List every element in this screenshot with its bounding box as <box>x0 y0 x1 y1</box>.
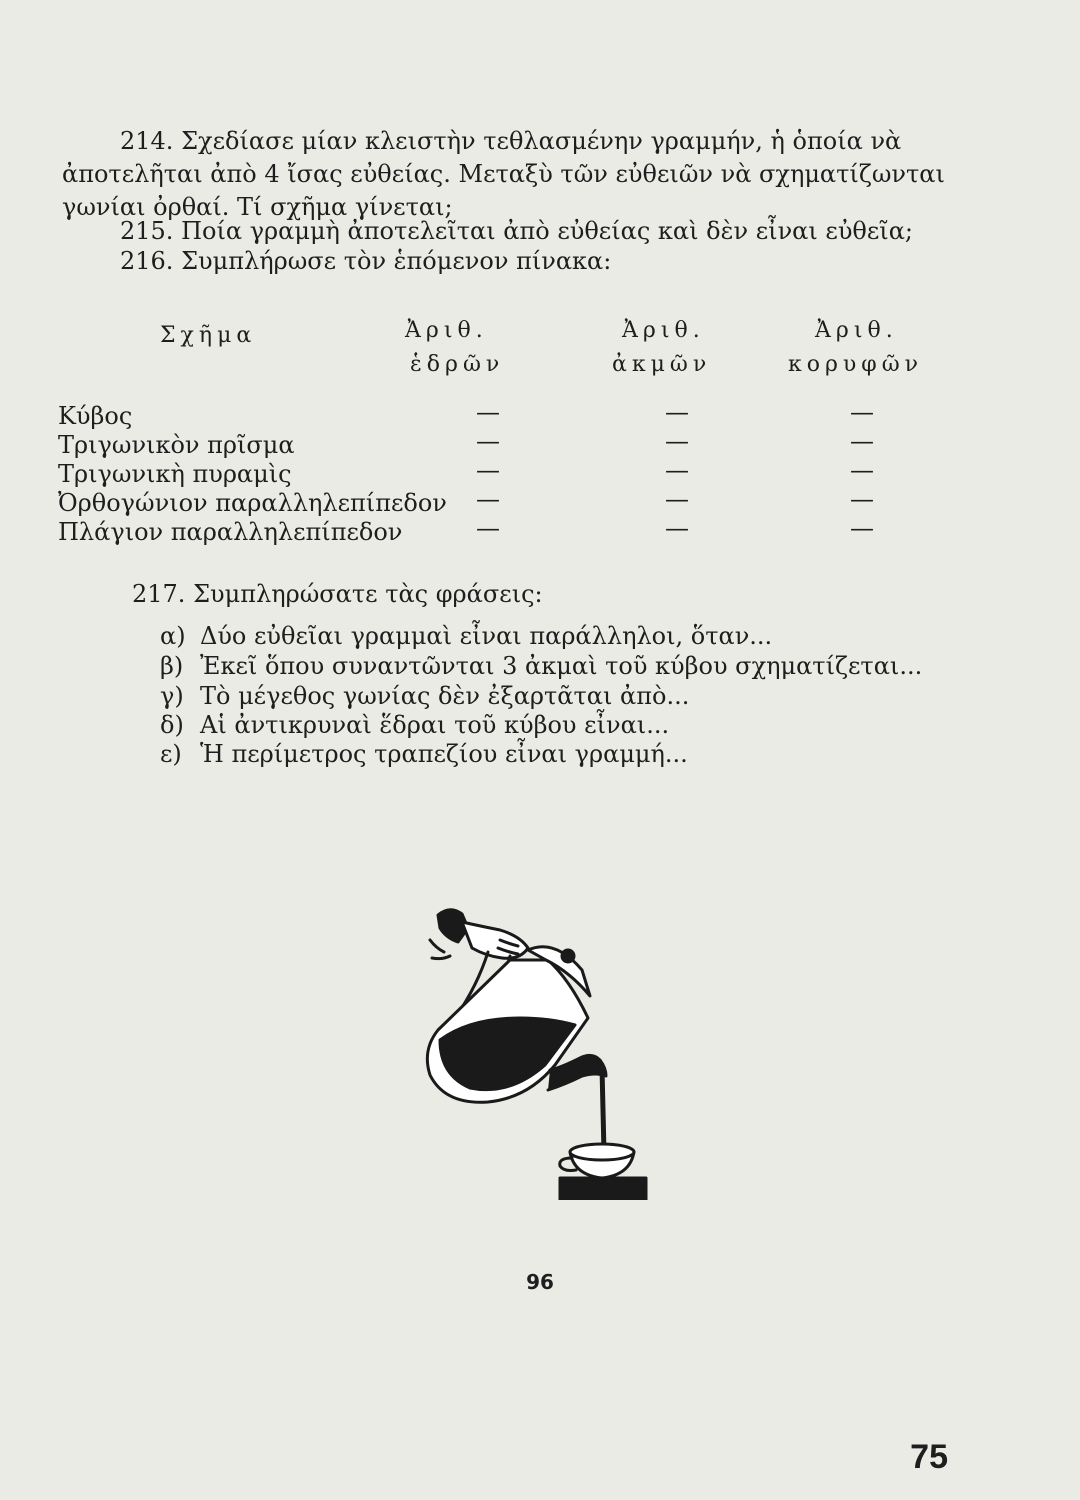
sentence-b-text: Ἐκεῖ ὅπου συναντῶνται 3 ἀκμαὶ τοῦ κύβου σχηματίζεται... <box>200 652 923 680</box>
sentence-b <box>160 652 922 680</box>
header-faces-line2: ἑδρῶν <box>410 352 505 377</box>
sentence-e-text: Ἡ περίμετρος τραπεζίου εἶναι γραμμή... <box>200 740 688 768</box>
blank-vertices-2: — <box>850 427 874 455</box>
header-edges-line2: ἀκμῶν <box>612 352 712 377</box>
blank-vertices-3: — <box>850 456 874 484</box>
sentence-a-text: Δύο εὐθεῖαι γραμμαὶ εἶναι παράλληλοι, ὅταν... <box>200 622 773 650</box>
blank-vertices-4: — <box>850 485 874 513</box>
exercise-215: 215. Ποία γραμμὴ ἀποτελεῖται ἀπὸ εὐθείας καὶ δὲν εἶναι εὐθεῖα; <box>120 217 914 245</box>
row-label-cube: Κύβος <box>58 402 133 430</box>
row-label-rectangular-parallelepiped: Ὀρθογώνιον παραλληλεπίπεδον <box>58 489 447 517</box>
blank-faces-3: — <box>476 456 500 484</box>
sentence-a <box>160 622 772 650</box>
sentence-c <box>160 682 689 710</box>
exercise-214: 214. Σχεδίασε μίαν κλειστὴν τεθλασμένην γραμμήν, ἡ ὁποία νὰ ἀποτελῆται ἀπὸ 4 ἴσας εὐθείας. Μεταξὺ τῶν εὐθειῶν νὰ σχηματίζωνται γωνίαι ὀρθαί. Τί σχῆμα γίνεται; <box>62 127 945 221</box>
blank-faces-4: — <box>476 485 500 513</box>
page-number-center: 96 <box>526 1270 554 1294</box>
blank-faces-2: — <box>476 427 500 455</box>
blank-edges-5: — <box>665 514 689 542</box>
blank-faces-1: — <box>476 398 500 426</box>
sentence-e-label: ε) <box>160 740 182 768</box>
exercise-216: 216. Συμπλήρωσε τὸν ἑπόμενον πίνακα: <box>120 247 612 275</box>
page-number-corner: 75 <box>910 1438 948 1476</box>
sentence-d <box>160 711 669 739</box>
blank-vertices-5: — <box>850 514 874 542</box>
header-vertices-line1: Ἀριθ. <box>815 318 898 343</box>
sentence-d-text: Αἱ ἀντικρυναὶ ἕδραι τοῦ κύβου εἶναι... <box>200 711 670 739</box>
header-edges-line1: Ἀριθ. <box>622 318 705 343</box>
pouring-coffee-pot-illustration <box>410 900 680 1200</box>
sentence-e <box>160 740 688 768</box>
blank-edges-4: — <box>665 485 689 513</box>
sentence-a-label: α) <box>160 622 186 650</box>
blank-edges-2: — <box>665 427 689 455</box>
blank-vertices-1: — <box>850 398 874 426</box>
blank-faces-5: — <box>476 514 500 542</box>
exercise-217: 217. Συμπληρώσατε τὰς φράσεις: <box>132 580 543 608</box>
sentence-b-label: β) <box>160 652 184 680</box>
sentence-d-label: δ) <box>160 711 184 739</box>
blank-edges-3: — <box>665 456 689 484</box>
row-label-triangular-pyramid: Τριγωνικὴ πυραμὶς <box>58 460 292 488</box>
sentence-c-text: Τὸ μέγεθος γωνίας δὲν ἐξαρτᾶται ἀπὸ... <box>200 682 690 710</box>
sentence-c-label: γ) <box>160 682 184 710</box>
blank-edges-1: — <box>665 398 689 426</box>
header-vertices-line2: κορυφῶν <box>788 352 924 377</box>
header-shape: Σχῆμα <box>160 323 257 348</box>
row-label-triangular-prism: Τριγωνικὸν πρῖσμα <box>58 431 295 459</box>
header-faces-line1: Ἀριθ. <box>405 318 488 343</box>
row-label-oblique-parallelepiped: Πλάγιον παραλληλεπίπεδον <box>58 518 403 546</box>
